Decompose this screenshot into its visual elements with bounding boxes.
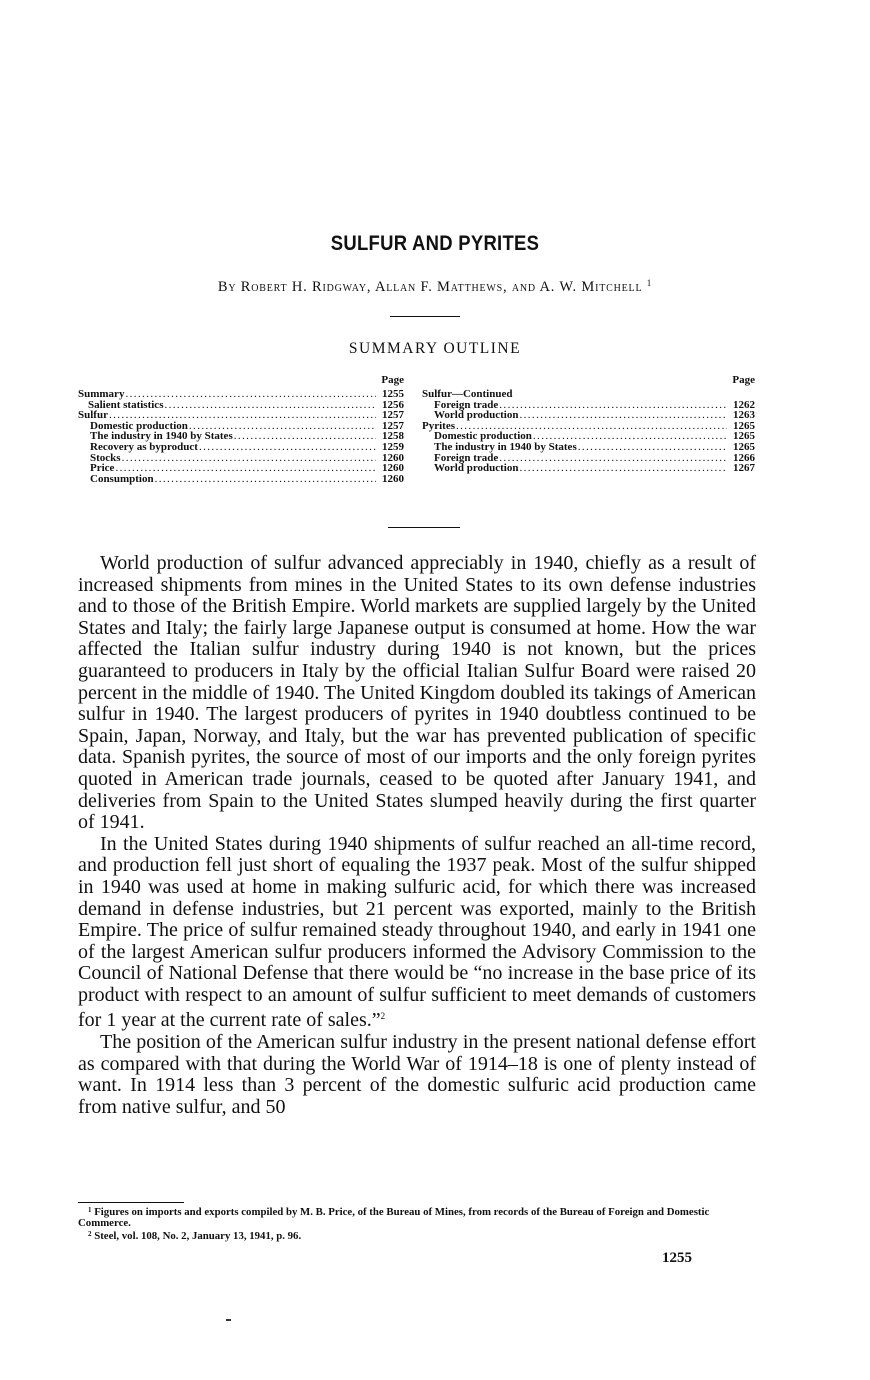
outline-entry-label: Sulfur—Continued: [422, 388, 513, 400]
outline-entry: [78, 474, 404, 485]
outline-entry-label: The industry in 1940 by States: [90, 430, 233, 443]
outline-entry-label: World production: [434, 409, 519, 422]
outline-entry-label: Pyrites: [422, 419, 455, 432]
footnotes: [78, 1205, 758, 1242]
footnote-reference: 2: [380, 1011, 386, 1022]
outline-entry-label: Foreign trade: [434, 398, 499, 411]
footnote-text: Figures on imports and exports compiled by M. B. Price, of the Bureau of Mines, from records of the Bureau of Foreign and Domestic Commerce.: [78, 1206, 710, 1229]
outline-entry-page: 1266: [733, 451, 755, 464]
body-paragraph: [78, 834, 756, 1032]
outline-entry-label: Price: [90, 462, 115, 475]
dot-leader: [115, 463, 376, 474]
title-divider: [390, 316, 460, 317]
author-byline: [0, 278, 870, 296]
outline-entry: [78, 442, 404, 453]
page-number: 1255: [662, 1250, 692, 1266]
outline-entry-page: 1262: [733, 398, 755, 411]
page-title: SULFUR AND PYRITES: [330, 232, 540, 255]
outline-entry-page: 1267: [733, 462, 755, 475]
outline-entry-page: 1260: [382, 451, 404, 464]
outline-entry-label: Domestic production: [90, 419, 188, 432]
outline-entry: [422, 463, 755, 474]
footnote-divider: [78, 1202, 184, 1203]
outline-left-column: [78, 375, 404, 484]
dot-leader: [164, 400, 376, 411]
footnote-mark: 2: [88, 1230, 92, 1238]
outline-entry: [78, 400, 404, 411]
outline-entry-page: 1259: [382, 440, 404, 453]
outline-entry: [422, 389, 755, 400]
outline-entry-page: 1260: [382, 462, 404, 475]
outline-divider: [388, 527, 460, 528]
outline-entry-label: World production: [434, 462, 519, 475]
body-paragraph-text: In the United States during 1940 shipments of sulfur reached an all-time record, and production fell just short of equaling the 1937 peak. Most of the sulfur shipped in 1940 was used at home in making sulfuric acid, for which there was increased demand in defense industries, but 21 percent was exported, mainly to the British Empire. The price of sulfur remained steady throughout 1940, and early in 1941 one of the largest American sulfur producers informed the Advisory Commission to the Council of National Defense that there would be “no increase in the base price of its product with respect to an amount of sulfur sufficient to meet demands of customers for 1 year at the current rate of sales.”: [78, 832, 756, 1032]
dot-leader: [122, 453, 376, 464]
article-body: [78, 553, 756, 1118]
footnote-text: Steel, vol. 108, No. 2, January 13, 1941, p. 96.: [94, 1230, 302, 1242]
body-paragraph: World production of sulfur advanced appreciably in 1940, chiefly as a result of increased shipments from mines in the United States to its own defense industries and to those of the British Empire. World markets are supplied largely by the United States and Italy; the fairly large Japanese output is consumed at home. How the war affected the Italian sulfur industry during 1940 is not known, but the prices guaranteed to producers in Italy by the official Italian Sulfur Board were raised 20 percent in the middle of 1940. The United Kingdom doubled its takings of American sulfur in 1940. The largest producers of pyrites in 1940 doubtless continued to be Spain, Japan, Norway, and Italy, but the war has prevented publication of specific data. Spanish pyrites, the source of most of our imports and the only foreign pyrites quoted in American trade journals, ceased to be quoted after January 1941, and deliveries from Spain to the United States slumped heavily during the first quarter of 1941.: [78, 552, 756, 834]
outline-heading: SUMMARY OUTLINE: [348, 340, 522, 357]
outline-entry-label: Salient statistics: [88, 398, 164, 411]
dot-leader: [519, 463, 727, 474]
dot-leader: [499, 400, 727, 411]
outline-entry-page: 1257: [382, 409, 404, 422]
outline-entry-page: 1258: [382, 430, 404, 443]
outline-entry-page: 1257: [382, 419, 404, 432]
outline-entry-label: Sulfur: [78, 409, 108, 422]
outline-entry-page: 1255: [382, 388, 404, 400]
footnote: [78, 1229, 758, 1242]
dot-leader: [234, 431, 376, 442]
outline-entry-label: Foreign trade: [434, 451, 499, 464]
outline-entry: [422, 410, 755, 421]
footnote: [78, 1205, 758, 1229]
outline-entry-page: 1256: [382, 398, 404, 411]
author-names: By Robert H. Ridgway, Allan F. Matthews, and A. W. Mitchell: [217, 279, 643, 295]
outline-entry-page: 1263: [733, 409, 755, 422]
dot-leader: [499, 453, 727, 464]
outline-entry-label: Summary: [78, 388, 125, 400]
outline-entry-label: Recovery as byproduct: [90, 440, 198, 453]
dot-leader: [125, 389, 376, 400]
outline-entry: [78, 389, 404, 400]
dot-leader: [155, 474, 376, 485]
outline-entry-label: Consumption: [90, 472, 154, 485]
outline-entry: [422, 442, 755, 453]
dot-leader: [199, 442, 376, 453]
outline-entry-label: The industry in 1940 by States: [434, 440, 577, 453]
outline-entry-page: 1265: [733, 440, 755, 453]
body-paragraph: The position of the American sulfur industry in the present national defense effort as compared with that during the World War of 1914–18 is one of plenty instead of want. In 1914 less than 3 percent of the domestic sulfuric acid production came from native sulfur, and 50: [78, 1031, 756, 1118]
dot-leader: [578, 442, 727, 453]
dot-leader: [519, 410, 727, 421]
outline-entry-page: 1260: [382, 472, 404, 485]
byline-footnote-mark: 1: [646, 278, 653, 288]
outline-entry-page: 1265: [733, 419, 755, 432]
outline-entry: [78, 453, 404, 464]
outline-page-label: Page: [732, 374, 755, 386]
outline-right-column: [422, 375, 755, 474]
outline-entry-page: 1265: [733, 430, 755, 443]
outline-entry-label: Domestic production: [434, 430, 532, 443]
outline-entry-label: Stocks: [90, 451, 121, 464]
footnote-mark: 1: [88, 1206, 92, 1214]
scan-mark: [226, 1319, 231, 1321]
outline-page-label: Page: [381, 374, 404, 386]
